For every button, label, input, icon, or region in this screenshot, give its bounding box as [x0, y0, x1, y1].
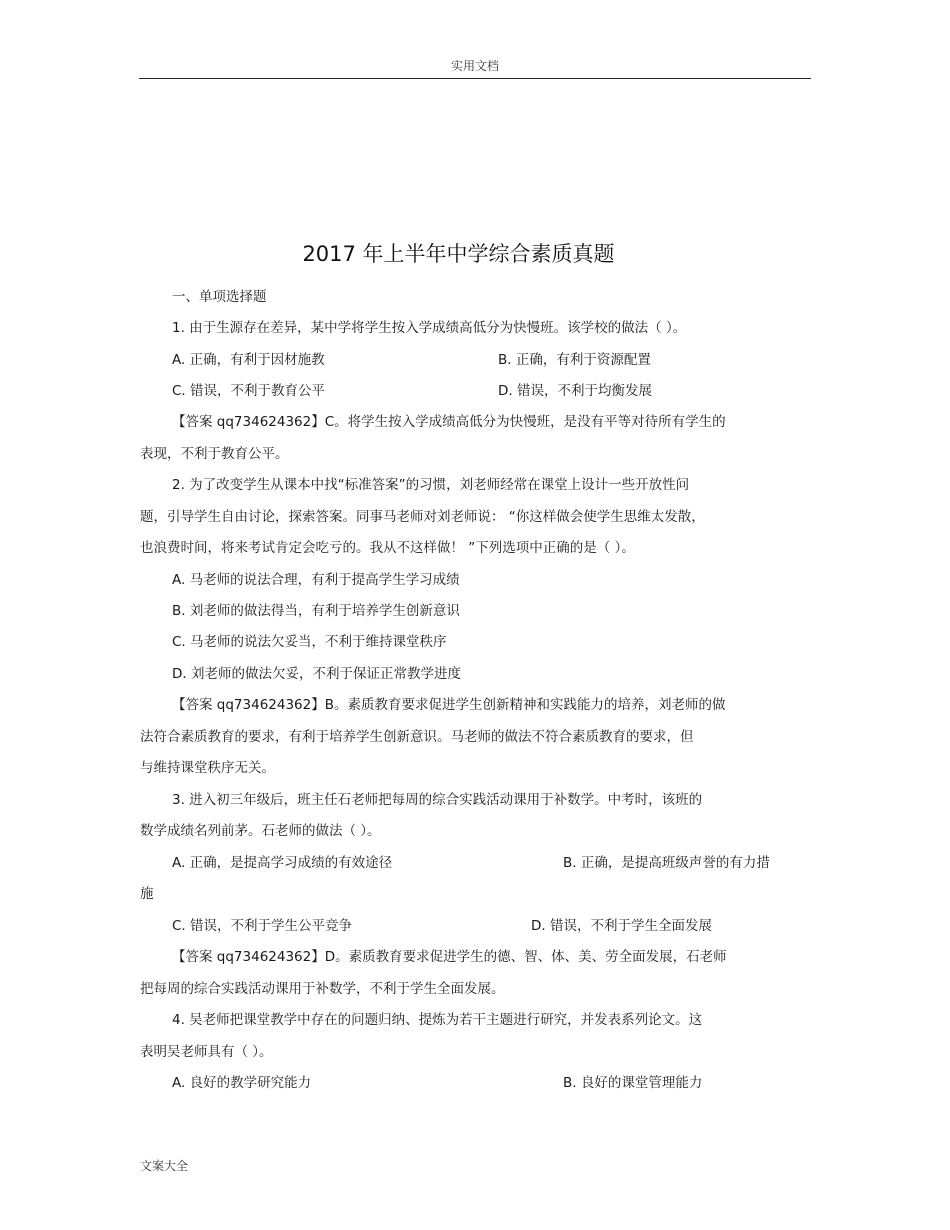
- q2-option-a: A. 马老师的说法合理，有利于提高学生学习成绩: [172, 572, 460, 588]
- q1-stem: 1. 由于生源存在差异，某中学将学生按入学成绩高低分为快慢班。该学校的做法（ ）。: [172, 320, 687, 336]
- q2-option-b: B. 刘老师的做法得当，有利于培养学生创新意识: [172, 603, 460, 619]
- q2-answer-line-1: 【答案 qq734624362】B。素质教育要求促进学生创新精神和实践能力的培养，刘老师的做: [172, 697, 726, 713]
- page-header: 实用文档: [450, 59, 499, 73]
- q4-stem-line-2: 表明吴老师具有（ ）。: [140, 1044, 273, 1060]
- q1-option-b: B. 正确，有利于资源配置: [498, 352, 651, 368]
- q3-answer-line-1: 【答案 qq734624362】D。素质教育要求促进学生的德、智、体、美、劳全面发展，石老师: [172, 949, 727, 965]
- q2-answer-line-3: 与维持课堂秩序无关。: [140, 760, 275, 776]
- q4-option-a: A. 良好的教学研究能力: [172, 1075, 312, 1091]
- q4-option-b: B. 良好的课堂管理能力: [563, 1075, 703, 1091]
- q4-stem-line-1: 4. 吴老师把课堂教学中存在的问题归纳、提炼为若干主题进行研究，并发表系列论文。这: [172, 1012, 703, 1028]
- q3-option-c: C. 错误，不利于学生公平竞争: [172, 918, 353, 934]
- q3-stem-line-2: 数学成绩名列前茅。石老师的做法（ ）。: [140, 823, 381, 839]
- q2-option-c: C. 马老师的说法欠妥当，不利于维持课堂秩序: [172, 634, 447, 650]
- q3-option-b-wrap: 施: [140, 886, 154, 902]
- q3-option-a: A. 正确，是提高学习成绩的有效途径: [172, 855, 393, 871]
- q2-stem-line-2: 题，引导学生自由讨论，探索答案。同事马老师对刘老师说： “你这样做会使学生思维太发散，: [140, 509, 705, 525]
- q1-option-d: D. 错误，不利于均衡发展: [498, 383, 652, 399]
- q2-answer-line-2: 法符合素质教育的要求，有利于培养学生创新意识。马老师的做法不符合素质教育的要求，但: [140, 729, 694, 745]
- q2-stem-line-1: 2. 为了改变学生从课本中找“标准答案”的习惯，刘老师经常在课堂上设计一些开放性问: [172, 477, 690, 493]
- q1-option-c: C. 错误，不利于教育公平: [172, 383, 326, 399]
- q1-option-a: A. 正确，有利于因材施教: [172, 352, 325, 368]
- page-footer: 文案大全: [140, 1159, 189, 1173]
- q3-answer-line-2: 把每周的综合实践活动课用于补数学，不利于学生全面发展。: [140, 981, 505, 997]
- section-heading: 一、单项选择题: [172, 289, 267, 305]
- q1-answer-line-2: 表现，不利于教育公平。: [140, 446, 289, 462]
- q3-option-b: B. 正确，是提高班级声誉的有力措: [563, 855, 770, 871]
- q2-stem-line-3: 也浪费时间，将来考试肯定会吃亏的。我从不这样做！ ”下列选项中正确的是（ ）。: [140, 540, 635, 556]
- header-rule: [139, 78, 811, 79]
- q1-answer-line-1: 【答案 qq734624362】C。将学生按入学成绩高低分为快慢班，是没有平等对待所有学生的: [172, 414, 726, 430]
- document-title: 2017 年上半年中学综合素质真题: [302, 242, 615, 266]
- q3-option-d: D. 错误，不利于学生全面发展: [531, 918, 712, 934]
- q2-option-d: D. 刘老师的做法欠妥，不利于保证正常教学进度: [172, 666, 461, 682]
- q3-stem-line-1: 3. 进入初三年级后，班主任石老师把每周的综合实践活动课用于补数学。中考时，该班的: [172, 792, 703, 808]
